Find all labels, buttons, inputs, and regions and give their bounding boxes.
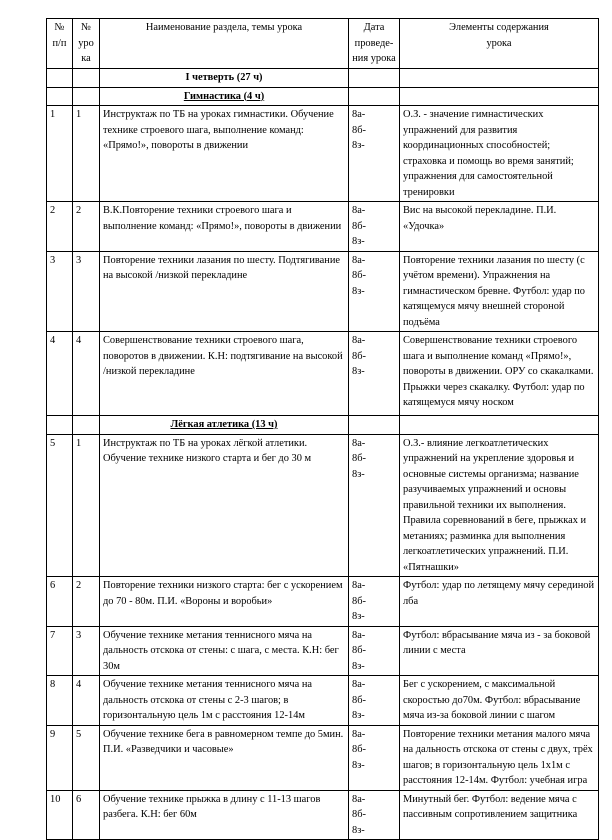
class-label: 8б- — [352, 270, 366, 281]
row-number: 2 — [47, 202, 73, 252]
lesson-title: Обучение технике прыжка в длину с 11-13 шагов разбега. К.Н: бег 60м — [100, 790, 349, 840]
section-row-gymnastics — [47, 87, 599, 106]
class-label: 8а- — [352, 679, 366, 690]
header-row — [47, 19, 599, 69]
empty-cell — [73, 416, 100, 435]
class-label: 8б- — [352, 595, 366, 607]
class-label: 8а- — [352, 437, 366, 449]
lesson-title: Обучение технике метания теннисного мяча на дальность отскока от стены: с шага, с места. К.Н: бег 30м — [100, 626, 349, 676]
header-num: № п/п — [47, 19, 73, 69]
row-number: 6 — [47, 577, 73, 627]
class-label: 8з- — [352, 366, 365, 377]
header-date: Дата проведе- ния урока — [349, 19, 400, 69]
class-label: 8з- — [352, 236, 365, 247]
class-label: 8з- — [352, 710, 365, 721]
class-label: 8з- — [352, 285, 365, 297]
lesson-elements: Футбол: удар по летящему мячу серединой лба — [400, 577, 599, 627]
lesson-plan-table — [46, 18, 599, 840]
class-label: 8б- — [352, 350, 366, 362]
class-label: 8б- — [352, 124, 366, 136]
lesson-number: 4 — [73, 332, 100, 416]
section-athletics: Лёгкая атлетика (13 ч) — [100, 416, 349, 435]
table-row — [47, 332, 599, 416]
class-list — [349, 676, 400, 726]
lesson-elements: Повторение техники лазания по шесту (с учётом времени). Упражнения на гимнастическом бревне. Футбол: удар по катящемуся мячу внешней стороной подъёма — [400, 251, 599, 332]
class-label: 8з- — [352, 140, 365, 151]
lesson-title: Обучение технике метания теннисного мяча на дальность отскока от стены с 2-3 шагов; в горизонтальную цель 1м с расстояния 12-14м — [100, 676, 349, 726]
class-list — [349, 202, 400, 252]
table-row — [47, 626, 599, 676]
lesson-number: 2 — [73, 577, 100, 627]
table-row — [47, 202, 599, 252]
class-label: 8б- — [352, 694, 366, 706]
empty-cell — [349, 416, 400, 435]
row-number: 4 — [47, 332, 73, 416]
class-label: 8з- — [352, 468, 365, 480]
class-label: 8а- — [352, 728, 366, 740]
class-label: 8б- — [352, 744, 366, 755]
lesson-number: 5 — [73, 725, 100, 790]
lesson-title: Обучение технике бега в равномерном темпе до 5мин. П.И. «Разведчики и часовые» — [100, 725, 349, 790]
empty-cell — [47, 416, 73, 435]
lesson-title: Инструктаж по ТБ на уроках гимнастики. Обучение технике строевого шага, выполнение команд: «Прямо!», повороты в движении — [100, 106, 349, 202]
table-row — [47, 434, 599, 577]
class-label: 8з- — [352, 660, 365, 672]
lesson-elements: Повторение техники метания малого мяча на дальность отскока от стены с двух, трёх шагов; в горизонтальную цель 1х1м с расстояния 12-14м. Футбол: учебная игра — [400, 725, 599, 790]
lesson-elements: Совершенствование техники строевого шага и выполнение команд «Прямо!», повороты в движении. ОРУ со скакалками. Прыжки через скакалку. Футбол: удар по катящемуся мячу носком — [400, 332, 599, 416]
class-label: 8з- — [352, 824, 365, 836]
header-elements-line1: Элементы содержания — [449, 22, 549, 33]
row-number: 9 — [47, 725, 73, 790]
class-list — [349, 434, 400, 577]
header-title: Наименование раздела, темы урока — [100, 19, 349, 69]
lesson-elements: Минутный бег. Футбол: ведение мяча с пассивным сопротивлением защитника — [400, 790, 599, 840]
lesson-number: 6 — [73, 790, 100, 840]
class-label: 8а- — [352, 793, 366, 805]
empty-cell — [400, 416, 599, 435]
table-row — [47, 106, 599, 202]
class-list — [349, 577, 400, 627]
class-list — [349, 106, 400, 202]
class-label: 8з- — [352, 759, 365, 771]
lesson-title: Повторение техники лазания по шесту. Подтягивание на высокой /низкой перекладине — [100, 251, 349, 332]
table-row — [47, 676, 599, 726]
header-elements — [400, 19, 599, 69]
class-label: 8а- — [352, 109, 366, 120]
class-list — [349, 251, 400, 332]
class-list — [349, 790, 400, 840]
class-list — [349, 332, 400, 416]
class-label: 8б- — [352, 809, 366, 820]
row-number: 7 — [47, 626, 73, 676]
lesson-elements: О.З.- влияние легкоатлетических упражнений на укрепление здоровья и основные системы организма; название разучиваемых упражнений и основы правильной техники их выполнения. Правила соревнований в беге, прыжках и метаниях; разминка для выполнения легкоатлетических упражнений. П.И. «Пятнашки» — [400, 434, 599, 577]
table-row — [47, 251, 599, 332]
lesson-title: Совершенствование техники строевого шага, поворотов в движении. К.Н: подтягивание на высокой /низкой перекладине — [100, 332, 349, 416]
class-label: 8б- — [352, 645, 366, 656]
lesson-elements: Бег с ускорением, с максимальной скоростью до70м. Футбол: вбрасывание мяча из-за боковой линии с шагом — [400, 676, 599, 726]
class-label: 8а- — [352, 580, 366, 591]
class-label: 8б- — [352, 453, 366, 464]
section-row-quarter — [47, 69, 599, 88]
table-row — [47, 790, 599, 840]
header-elements-line2: урока — [486, 37, 512, 49]
section-gymnastics: Гимнастика (4 ч) — [100, 87, 349, 106]
lesson-number: 3 — [73, 251, 100, 332]
lesson-number: 1 — [73, 106, 100, 202]
lesson-number: 1 — [73, 434, 100, 577]
row-number: 3 — [47, 251, 73, 332]
class-list — [349, 626, 400, 676]
row-number: 10 — [47, 790, 73, 840]
class-label: 8а- — [352, 205, 366, 216]
class-label: 8з- — [352, 611, 365, 622]
lesson-elements: Вис на высокой перекладине. П.И. «Удочка» — [400, 202, 599, 252]
row-number: 1 — [47, 106, 73, 202]
row-number: 8 — [47, 676, 73, 726]
class-label: 8а- — [352, 629, 366, 641]
lesson-number: 2 — [73, 202, 100, 252]
lesson-number: 3 — [73, 626, 100, 676]
table-row — [47, 725, 599, 790]
class-label: 8а- — [352, 335, 366, 346]
section-row-athletics — [47, 416, 599, 435]
lesson-title: Повторение техники низкого старта: бег с ускорением до 70 - 80м. П.И. «Вороны и воробьи» — [100, 577, 349, 627]
lesson-elements: Футбол: вбрасывание мяча из - за боковой линии с места — [400, 626, 599, 676]
table-row — [47, 577, 599, 627]
lesson-number: 4 — [73, 676, 100, 726]
lesson-title: В.К.Повторение техники строевого шага и выполнение команд: «Прямо!», повороты в движении — [100, 202, 349, 252]
row-number: 5 — [47, 434, 73, 577]
class-label: 8б- — [352, 220, 366, 232]
class-list — [349, 725, 400, 790]
class-label: 8а- — [352, 254, 366, 266]
lesson-elements: О.З. - значение гимнастических упражнений для развития координационных способностей; страховка и помощь во время занятий; упражнения для самостоятельной тренировки — [400, 106, 599, 202]
lesson-title: Инструктаж по ТБ на уроках лёгкой атлетики. Обучение технике низкого старта и бег до 30 м — [100, 434, 349, 577]
section-quarter: I четверть (27 ч) — [100, 69, 349, 88]
header-lesson: № уро ка — [73, 19, 100, 69]
